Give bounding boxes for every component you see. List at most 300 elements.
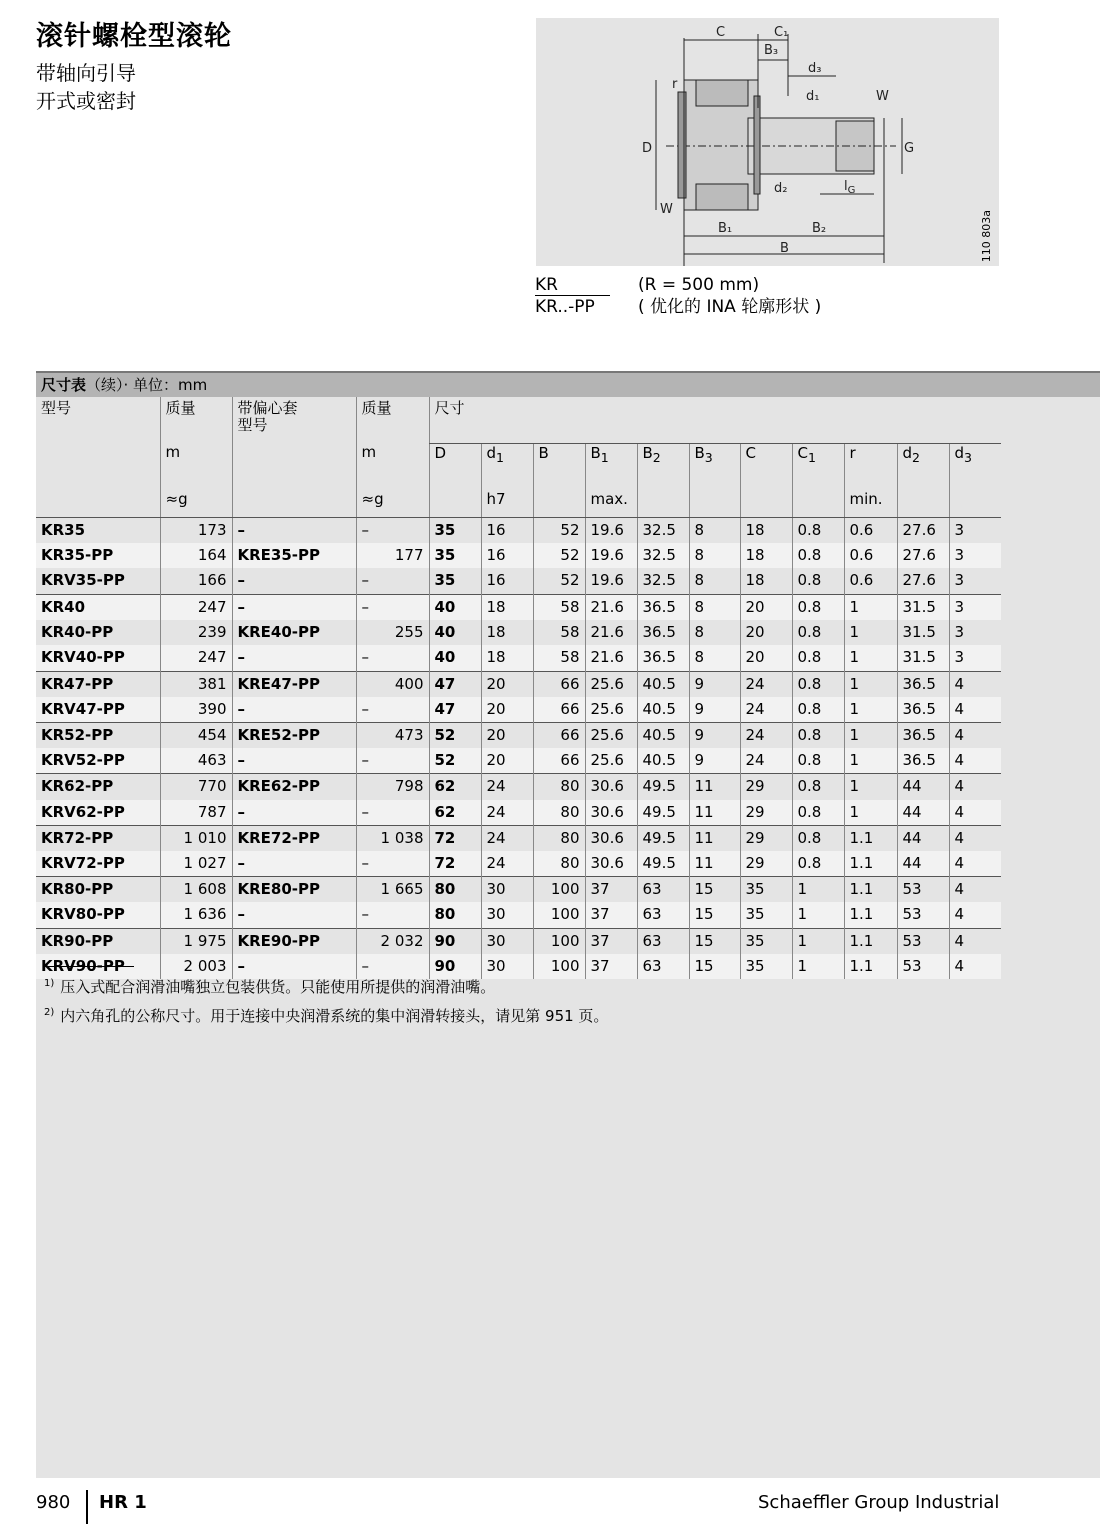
- table-cell: 16: [481, 543, 533, 569]
- table-cell: 1: [844, 800, 897, 826]
- header-mass-g: ≈g: [160, 490, 232, 517]
- table-cell: 798: [356, 774, 429, 800]
- table-cell: 52: [429, 748, 481, 774]
- table-cell: 20: [740, 594, 792, 620]
- table-cell: 44: [897, 851, 949, 877]
- table-cell: 0.8: [792, 825, 844, 851]
- legend-text: ( 优化的 INA 轮廓形状 ): [638, 297, 822, 317]
- table-cell: 1.1: [844, 877, 897, 903]
- table-cell: 24: [740, 697, 792, 723]
- table-cell: KRE62-PP: [232, 774, 356, 800]
- table-cell: 1: [844, 620, 897, 646]
- svg-text:D: D: [642, 141, 653, 156]
- table-cell: 35: [740, 902, 792, 928]
- header-r: r: [844, 443, 897, 490]
- table-cell: 35: [429, 568, 481, 594]
- table-cell: 80: [533, 825, 585, 851]
- table-cell: 0.8: [792, 851, 844, 877]
- table-cell: 53: [897, 954, 949, 980]
- table-cell: 19.6: [585, 543, 637, 569]
- table-row: [36, 620, 1001, 646]
- table-cell: 24: [740, 723, 792, 749]
- table-cell: 37: [585, 877, 637, 903]
- table-cell: 1: [792, 954, 844, 980]
- table-cell: –: [232, 645, 356, 671]
- table-cell: KRE52-PP: [232, 723, 356, 749]
- table-row: [36, 928, 1001, 954]
- table-cell: 100: [533, 928, 585, 954]
- table-cell: 0.8: [792, 800, 844, 826]
- table-cell: 20: [740, 645, 792, 671]
- svg-text:C₁: C₁: [774, 25, 789, 40]
- legend-code: KR..-PP: [535, 297, 595, 317]
- table-cell: KR80-PP: [36, 877, 160, 903]
- table-cell: 62: [429, 800, 481, 826]
- table-cell: 20: [481, 723, 533, 749]
- table-cell: 8: [689, 645, 740, 671]
- table-cell: 58: [533, 594, 585, 620]
- table-cell: 49.5: [637, 851, 689, 877]
- table-cell: 16: [481, 568, 533, 594]
- table-cell: 1: [792, 902, 844, 928]
- table-cell: 25.6: [585, 697, 637, 723]
- table-cell: 18: [481, 620, 533, 646]
- table-cell: 58: [533, 645, 585, 671]
- table-cell: KR72-PP: [36, 825, 160, 851]
- table-cell: 8: [689, 517, 740, 543]
- svg-text:W: W: [660, 202, 673, 217]
- table-cell: 53: [897, 928, 949, 954]
- legend-row: [535, 274, 821, 296]
- table-cell: 239: [160, 620, 232, 646]
- table-cell: 90: [429, 954, 481, 980]
- table-cell: 0.6: [844, 543, 897, 569]
- table-cell: 30.6: [585, 851, 637, 877]
- table-cell: KRV47-PP: [36, 697, 160, 723]
- table-cell: 770: [160, 774, 232, 800]
- table-cell: 32.5: [637, 517, 689, 543]
- figure-id: 110 803a: [980, 209, 993, 262]
- company-name: Schaeffler Group Industrial: [758, 1492, 1000, 1513]
- table-cell: 63: [637, 877, 689, 903]
- table-cell: 1: [844, 594, 897, 620]
- footnotes: [44, 966, 608, 1029]
- header-B1-max: max.: [585, 490, 637, 517]
- technical-drawing: [536, 18, 999, 266]
- table-cell: 40.5: [637, 671, 689, 697]
- header-C: C: [740, 443, 792, 490]
- table-cell: 0.6: [844, 517, 897, 543]
- table-cell: 15: [689, 928, 740, 954]
- table-cell: 49.5: [637, 774, 689, 800]
- table-cell: –: [232, 594, 356, 620]
- table-cell: 27.6: [897, 568, 949, 594]
- table-cell: 1 665: [356, 877, 429, 903]
- table-row: [36, 902, 1001, 928]
- header-r-min: min.: [844, 490, 897, 517]
- table-cell: 4: [949, 723, 1001, 749]
- table-row: [36, 594, 1001, 620]
- table-cell: 8: [689, 620, 740, 646]
- table-cell: KR35: [36, 517, 160, 543]
- svg-text:B₁: B₁: [718, 221, 733, 236]
- table-cell: 49.5: [637, 800, 689, 826]
- table-cell: 18: [481, 645, 533, 671]
- table-cell: 787: [160, 800, 232, 826]
- table-cell: 3: [949, 645, 1001, 671]
- table-row: [36, 568, 1001, 594]
- table-cell: 30: [481, 902, 533, 928]
- table-cell: 24: [481, 800, 533, 826]
- footnote-rule: [44, 966, 134, 967]
- table-cell: 1.1: [844, 902, 897, 928]
- table-cell: 52: [533, 517, 585, 543]
- header-mass: 质量: [160, 397, 232, 443]
- table-cell: 20: [481, 671, 533, 697]
- header-mass2-g: ≈g: [356, 490, 429, 517]
- dimension-table: [36, 397, 1001, 979]
- table-cell: 32.5: [637, 543, 689, 569]
- table-cell: –: [356, 902, 429, 928]
- table-cell: 72: [429, 851, 481, 877]
- table-cell: 24: [481, 774, 533, 800]
- table-cell: 31.5: [897, 594, 949, 620]
- table-cell: 8: [689, 594, 740, 620]
- table-cell: 27.6: [897, 543, 949, 569]
- header-B3: $B_3$: [689, 443, 740, 490]
- table-cell: 173: [160, 517, 232, 543]
- table-cell: 1 010: [160, 825, 232, 851]
- table-cell: 11: [689, 825, 740, 851]
- table-cell: 9: [689, 723, 740, 749]
- page-number: 980: [36, 1492, 71, 1513]
- table-cell: 390: [160, 697, 232, 723]
- header-mass2-m: m: [356, 443, 429, 490]
- table-cell: 58: [533, 620, 585, 646]
- table-cell: 11: [689, 774, 740, 800]
- table-cell: 9: [689, 748, 740, 774]
- table-cell: KR52-PP: [36, 723, 160, 749]
- table-row: [36, 517, 1001, 543]
- table-cell: 36.5: [897, 697, 949, 723]
- table-cell: 454: [160, 723, 232, 749]
- table-cell: 4: [949, 825, 1001, 851]
- table-cell: KRV35-PP: [41, 571, 125, 590]
- table-cell: 4: [949, 851, 1001, 877]
- header-B: B: [533, 443, 585, 490]
- table-cell: 40.5: [637, 697, 689, 723]
- header-d2: $d_2$: [897, 443, 949, 490]
- header-d1-tol: h7: [481, 490, 533, 517]
- table-row: [36, 723, 1001, 749]
- table-row: [36, 697, 1001, 723]
- roller-cross-section-drawing: [536, 18, 999, 266]
- table-cell: 24: [740, 671, 792, 697]
- table-cell: 63: [637, 928, 689, 954]
- table-cell: 24: [740, 748, 792, 774]
- table-row: [36, 851, 1001, 877]
- table-row: [36, 748, 1001, 774]
- table-cell: 21.6: [585, 620, 637, 646]
- legend-text: (R = 500 mm): [638, 275, 760, 295]
- table-cell: 0.8: [792, 774, 844, 800]
- table-cell: 47: [429, 697, 481, 723]
- table-cell: –: [356, 568, 429, 594]
- table-cell: 20: [740, 620, 792, 646]
- table-cell: 4: [949, 877, 1001, 903]
- svg-text:d₃: d₃: [808, 61, 822, 76]
- table-cell: 27.6: [897, 517, 949, 543]
- table-cell: 36.5: [897, 723, 949, 749]
- table-cell: 49.5: [637, 825, 689, 851]
- table-cell: 1: [844, 697, 897, 723]
- dimension-table-panel: [36, 371, 1100, 1478]
- table-cell: 37: [585, 902, 637, 928]
- table-cell: 24: [481, 851, 533, 877]
- table-cell: 166: [160, 568, 232, 594]
- table-cell: 40: [429, 594, 481, 620]
- table-cell: –: [232, 851, 356, 877]
- legend: [535, 274, 821, 318]
- table-cell: 4: [949, 774, 1001, 800]
- header-d3: $d_3$: [949, 443, 1001, 490]
- table-cell: KR47-PP: [36, 671, 160, 697]
- table-cell: 381: [160, 671, 232, 697]
- table-cell: 164: [160, 543, 232, 569]
- table-cell: 25.6: [585, 748, 637, 774]
- svg-text:B: B: [780, 241, 789, 256]
- table-cell: 16: [481, 517, 533, 543]
- table-cell: 37: [585, 954, 637, 980]
- header-d1: $d_1$: [481, 443, 533, 490]
- table-cell: 4: [949, 697, 1001, 723]
- table-cell: 1: [792, 877, 844, 903]
- table-cell: 11: [689, 800, 740, 826]
- table-cell: 44: [897, 774, 949, 800]
- table-cell: 177: [356, 543, 429, 569]
- table-cell: 11: [689, 851, 740, 877]
- table-cell: 4: [949, 800, 1001, 826]
- table-cell: –: [232, 800, 356, 826]
- table-cell: 100: [533, 902, 585, 928]
- table-cell: 3: [949, 594, 1001, 620]
- table-row: [36, 671, 1001, 697]
- table-cell: 1: [792, 928, 844, 954]
- svg-text:d₂: d₂: [774, 181, 788, 196]
- table-cell: 72: [429, 825, 481, 851]
- table-cell: 36.5: [637, 620, 689, 646]
- footnote-2: $^{2)}$ 内六角孔的公称尺寸。用于连接中央润滑系统的集中润滑转接头，请见第 951 页。: [44, 1007, 609, 1025]
- table-cell: 247: [160, 594, 232, 620]
- table-cell: 52: [429, 723, 481, 749]
- table-cell: KR62-PP: [36, 774, 160, 800]
- table-row: [36, 543, 1001, 569]
- table-cell: 66: [533, 697, 585, 723]
- page-title: 滚针螺栓型滚轮: [36, 21, 232, 52]
- table-cell: 90: [429, 928, 481, 954]
- table-cell: 473: [356, 723, 429, 749]
- table-cell: 30: [481, 877, 533, 903]
- table-cell: KR90-PP: [36, 928, 160, 954]
- header-mass2: 质量: [356, 397, 429, 443]
- table-cell: 1.1: [844, 825, 897, 851]
- table-cell: 400: [356, 671, 429, 697]
- table-cell: 40.5: [637, 723, 689, 749]
- table-row: [36, 877, 1001, 903]
- svg-text:B₂: B₂: [812, 221, 827, 236]
- table-cell: –: [356, 594, 429, 620]
- table-cell: 66: [533, 748, 585, 774]
- table-body: [36, 517, 1001, 979]
- table-cell: 36.5: [637, 645, 689, 671]
- svg-text:C: C: [716, 25, 726, 40]
- table-cell: 0.8: [792, 671, 844, 697]
- table-cell: 63: [637, 902, 689, 928]
- table-cell: 31.5: [897, 620, 949, 646]
- table-cell: –: [232, 954, 356, 980]
- table-cell: 15: [689, 954, 740, 980]
- table-cell: 1: [844, 723, 897, 749]
- table-cell: 80: [429, 877, 481, 903]
- table-row: [36, 645, 1001, 671]
- table-cell: KRV52-PP: [36, 748, 160, 774]
- table-cell: 80: [429, 902, 481, 928]
- table-cell: 18: [740, 543, 792, 569]
- table-cell: KRE80-PP: [232, 877, 356, 903]
- table-cell: 18: [740, 517, 792, 543]
- table-cell: KRE72-PP: [232, 825, 356, 851]
- table-cell: 255: [356, 620, 429, 646]
- table-row: [36, 800, 1001, 826]
- subtitle-line-1: 带轴向引导: [36, 61, 136, 85]
- table-cell: 4: [949, 902, 1001, 928]
- table-cell: 1.1: [844, 928, 897, 954]
- table-cell: 40: [429, 620, 481, 646]
- table-cell: 20: [481, 697, 533, 723]
- table-cell: 2 003: [160, 954, 232, 980]
- table-cell: 1 636: [160, 902, 232, 928]
- legend-code: KR: [535, 275, 610, 296]
- header-B1: $B_1$: [585, 443, 637, 490]
- table-cell: 0.8: [792, 568, 844, 594]
- table-row: [36, 774, 1001, 800]
- table-cell: 9: [689, 697, 740, 723]
- table-cell: 20: [481, 748, 533, 774]
- svg-text:W: W: [876, 89, 889, 104]
- table-cell: 0.8: [792, 517, 844, 543]
- table-cell: KRE40-PP: [232, 620, 356, 646]
- table-cell: 35: [740, 954, 792, 980]
- table-cell: KRV90-PP: [36, 954, 160, 980]
- table-cell: KR35-PP: [36, 543, 160, 569]
- header-C1: $C_1$: [792, 443, 844, 490]
- table-cell: 29: [740, 800, 792, 826]
- table-cell: 0.8: [792, 543, 844, 569]
- table-cell: 36.5: [897, 671, 949, 697]
- table-cell: 15: [689, 877, 740, 903]
- table-cell: 1: [844, 645, 897, 671]
- footer-divider: [86, 1490, 88, 1524]
- table-cell: 8: [689, 543, 740, 569]
- table-cell: 66: [533, 723, 585, 749]
- header-eccentric: 带偏心套 型号: [232, 397, 356, 443]
- table-cell: KRV80-PP: [36, 902, 160, 928]
- table-cell: KRV62-PP: [36, 800, 160, 826]
- table-cell: –: [356, 748, 429, 774]
- svg-text:lG: $l_G$: [844, 179, 856, 196]
- table-cell: 19.6: [585, 568, 637, 594]
- table-cell: 0.8: [792, 748, 844, 774]
- table-cell: 30: [481, 928, 533, 954]
- table-cell: 35: [429, 517, 481, 543]
- table-cell: 25.6: [585, 723, 637, 749]
- table-cell: KRE35-PP: [232, 543, 356, 569]
- table-cell: 100: [533, 877, 585, 903]
- table-cell: 80: [533, 800, 585, 826]
- table-cell: 53: [897, 902, 949, 928]
- table-cell: –: [232, 697, 356, 723]
- table-cell: 18: [740, 568, 792, 594]
- table-cell: 44: [897, 800, 949, 826]
- table-cell: 1: [844, 748, 897, 774]
- table-cell: 19.6: [585, 517, 637, 543]
- table-cell: 36.5: [897, 748, 949, 774]
- book-code: HR 1: [99, 1492, 147, 1513]
- subtitle-line-2: 开式或密封: [36, 89, 136, 113]
- table-cell: –: [356, 954, 429, 980]
- table-cell: 0.8: [792, 723, 844, 749]
- table-cell: 1.1: [844, 851, 897, 877]
- table-cell: 31.5: [897, 645, 949, 671]
- table-cell: KR40-PP: [41, 622, 114, 641]
- table-cell: 24: [481, 825, 533, 851]
- table-cell: –: [356, 697, 429, 723]
- table-cell: 1: [844, 774, 897, 800]
- table-cell: 1 975: [160, 928, 232, 954]
- table-cell: –: [232, 568, 356, 594]
- table-caption: 尺寸表（续）· 单位：mm: [36, 371, 1100, 397]
- table-cell: 21.6: [585, 594, 637, 620]
- table-cell: 1 038: [356, 825, 429, 851]
- table-cell: 4: [949, 748, 1001, 774]
- table-cell: KRV40-PP: [36, 645, 160, 671]
- header-dimensions: 尺寸: [429, 397, 1001, 443]
- table-cell: 1: [844, 671, 897, 697]
- table-cell: 4: [949, 928, 1001, 954]
- table-cell: 3: [949, 620, 1001, 646]
- table-cell: 36.5: [637, 594, 689, 620]
- table-cell: 40: [429, 645, 481, 671]
- table-cell: KRE90-PP: [232, 928, 356, 954]
- table-cell: 29: [740, 851, 792, 877]
- table-cell: 35: [740, 928, 792, 954]
- legend-row: [535, 296, 821, 318]
- table-cell: 52: [533, 568, 585, 594]
- table-cell: 0.6: [844, 568, 897, 594]
- table-cell: 80: [533, 851, 585, 877]
- table-cell: 9: [689, 671, 740, 697]
- table-cell: 18: [481, 594, 533, 620]
- table-cell: 4: [949, 954, 1001, 980]
- table-cell: 3: [949, 517, 1001, 543]
- table-cell: 8: [689, 568, 740, 594]
- table-cell: –: [356, 800, 429, 826]
- table-cell: 29: [740, 774, 792, 800]
- table-cell: 2 032: [356, 928, 429, 954]
- svg-text:B₃: B₃: [764, 43, 779, 58]
- table-cell: KRE47-PP: [232, 671, 356, 697]
- svg-text:G: G: [904, 141, 915, 156]
